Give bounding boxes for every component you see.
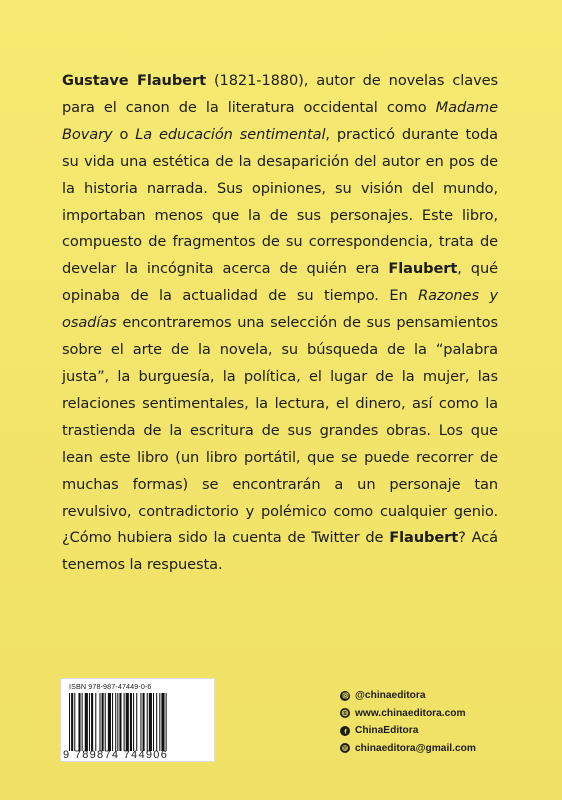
instagram-icon: [340, 691, 350, 701]
blurb-text: encontraremos una selección de sus pensamientos sobre el arte de la novela, su búsqueda de la “palabra justa”, la burguesía, la política, el lugar de la mujer, las relaciones sentimentales, la lectura, el dinero, así como la trastienda de la escritura de sus grandes obras. Los que lean este libro (un libro portátil, que se puede recorrer de muchas formas) se encontrarán a un personaje tan revulsivo, contradictorio y polémico como cualquier genio. ¿Cómo hubiera sido la cuenta de Twitter de: [62, 314, 498, 547]
blurb-text: , qué opinaba de la actualidad de su tiempo. En: [62, 260, 498, 305]
barcode-bar: [153, 693, 154, 751]
back-cover-blurb: [62, 68, 498, 579]
barcode-bar: [99, 693, 100, 751]
contact-facebook[interactable]: [340, 722, 540, 740]
barcode-bar: [126, 693, 129, 751]
barcode-bar: [105, 693, 106, 751]
publisher-contacts: [340, 687, 540, 757]
book-title-madame-bovary: Madame Bovary: [62, 98, 498, 143]
barcode-bar: [78, 693, 80, 751]
author-surname: Flaubert: [389, 529, 459, 547]
email-icon: [340, 743, 350, 753]
blurb-text: o: [112, 125, 136, 143]
barcode-bar: [102, 693, 104, 751]
barcode-bar: [71, 693, 73, 751]
barcode-bar: [147, 693, 148, 751]
ean-digits: 9 789874 744906: [63, 749, 169, 761]
barcode-bar: [117, 693, 118, 751]
barcode-bar: [85, 693, 88, 751]
barcode-bar: [161, 693, 164, 751]
blurb-text: ? Acá tenemos la respuesta.: [62, 529, 499, 574]
author-surname: Flaubert: [388, 260, 458, 278]
barcode-bar: [115, 693, 116, 751]
barcode-bars: [69, 693, 209, 751]
barcode-bar: [166, 693, 167, 751]
barcode-bar: [95, 693, 96, 751]
book-title-razones-y-osadias: Razones y osadías: [62, 287, 498, 332]
barcode-bar: [143, 693, 145, 751]
author-name: Gustave Flaubert: [62, 72, 206, 89]
barcode-bar: [119, 693, 121, 751]
barcode-bar: [140, 693, 141, 751]
barcode-bar: [124, 693, 125, 751]
barcode-bar: [74, 693, 75, 751]
barcode-bar: [89, 693, 90, 751]
barcode-bar: [130, 693, 132, 751]
barcode-bar: [133, 693, 134, 751]
contact-website[interactable]: [340, 705, 540, 723]
barcode-bar: [69, 693, 70, 751]
contact-website-text: www.chinaeditora.com: [355, 707, 466, 719]
barcode-bar: [112, 693, 113, 751]
barcode-bar: [82, 693, 83, 751]
facebook-icon: [340, 726, 350, 736]
barcode-bar: [156, 693, 157, 751]
isbn-label: ISBN 978-987-47449-0-6: [69, 682, 152, 691]
barcode-bar: [91, 693, 93, 751]
barcode-bar: [108, 693, 111, 751]
contact-facebook-text: ChinaEditora: [355, 725, 419, 737]
isbn-barcode: [60, 678, 215, 762]
barcode-bar: [159, 693, 160, 751]
blurb-text: , practicó durante toda su vida una estética de la desaparición del autor en pos de la historia narrada. Sus opiniones, su visión del mundo, importaban menos que la de sus personajes. Este libro, compuesto de fragmentos de su correspondencia, trata de develar la incógnita acerca de quién era: [62, 125, 498, 278]
blurb-text: (1821-1880), autor de novelas claves para el canon de la literatura occidental como: [62, 72, 498, 116]
contact-instagram[interactable]: [340, 687, 540, 705]
contact-instagram-text: @chinaeditora: [355, 690, 426, 702]
globe-icon: [340, 708, 350, 718]
book-title-educacion-sentimental: La educación sentimental: [135, 125, 326, 143]
barcode-bar: [149, 693, 152, 751]
contact-email-text: chinaeditora@gmail.com: [355, 742, 476, 754]
barcode-bar: [136, 693, 137, 751]
contact-email[interactable]: [340, 740, 540, 758]
